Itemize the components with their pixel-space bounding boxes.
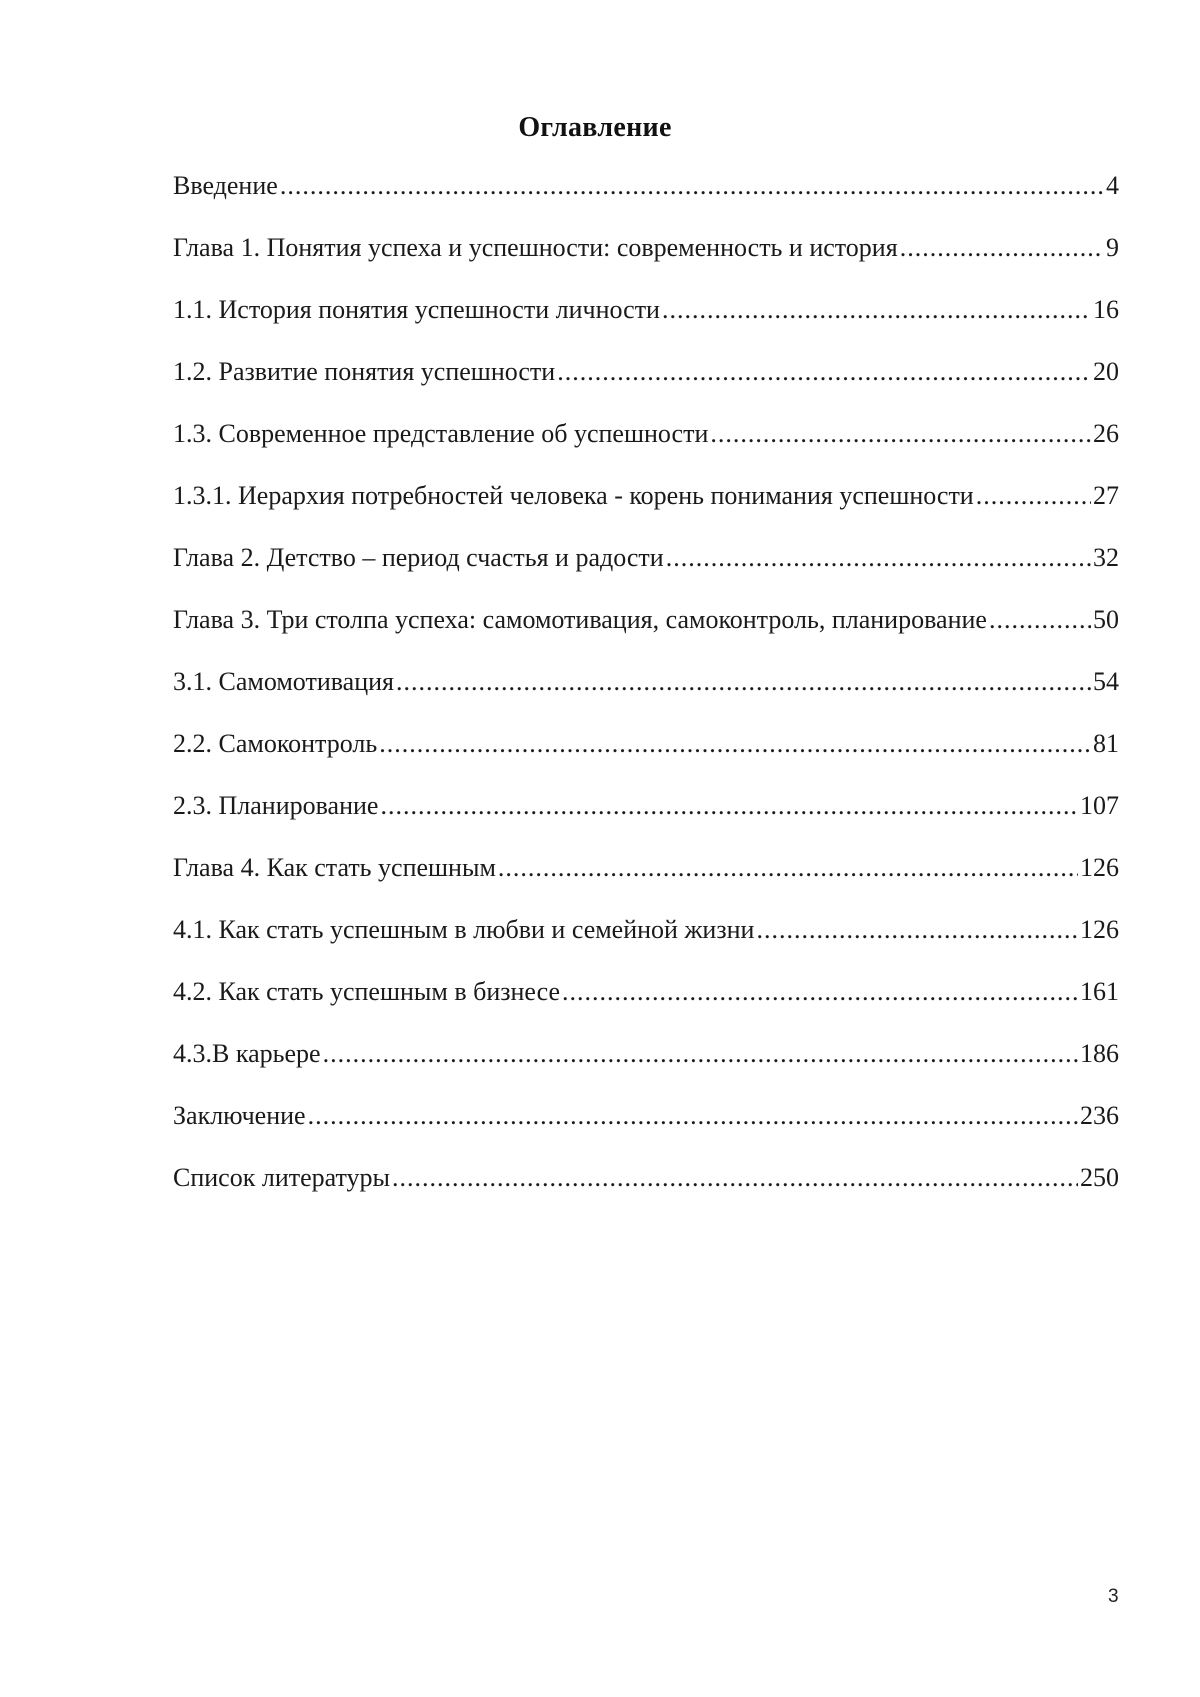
toc-entry-page: 186	[1080, 1039, 1119, 1069]
toc-leader-dots	[380, 791, 1078, 821]
toc-entry[interactable]	[173, 481, 1119, 543]
toc-entry-page: 50	[1093, 605, 1119, 635]
toc-entry-page: 4	[1106, 171, 1119, 201]
toc-leader-dots	[710, 419, 1091, 449]
toc-entry-label: 4.1. Как стать успешным в любви и семейной жизни	[173, 915, 754, 945]
toc-entry-label: Введение	[173, 171, 278, 201]
toc-entry-label: Глава 3. Три столпа успеха: самомотивация, самоконтроль, планирование	[173, 605, 987, 635]
toc-entry-page: 16	[1093, 295, 1119, 325]
toc-entry-page: 126	[1080, 915, 1119, 945]
toc-leader-dots	[379, 729, 1091, 759]
toc-entry-page: 250	[1080, 1163, 1119, 1193]
toc-leader-dots	[989, 605, 1091, 635]
page-number: 3	[1108, 1586, 1119, 1608]
table-of-contents	[173, 171, 1119, 1225]
toc-entry-label: 2.2. Самоконтроль	[173, 729, 377, 759]
toc-entry[interactable]	[173, 1163, 1119, 1225]
toc-entry-label: 1.3. Современное представление об успешности	[173, 419, 708, 449]
toc-entry-page: 81	[1093, 729, 1119, 759]
toc-entry-label: 1.3.1. Иерархия потребностей человека - корень понимания успешности	[173, 481, 974, 511]
toc-entry-page: 32	[1093, 543, 1119, 573]
toc-entry-page: 9	[1106, 233, 1119, 263]
toc-entry[interactable]	[173, 667, 1119, 729]
toc-entry-page: 54	[1093, 667, 1119, 697]
toc-entry-label: Глава 2. Детство – период счастья и радости	[173, 543, 664, 573]
toc-entry-label: Заключение	[173, 1101, 306, 1131]
toc-entry-page: 26	[1093, 419, 1119, 449]
toc-leader-dots	[666, 543, 1091, 573]
toc-entry-label: 4.3.В карьере	[173, 1039, 321, 1069]
toc-entry-page: 126	[1080, 853, 1119, 883]
toc-entry[interactable]	[173, 1039, 1119, 1101]
toc-leader-dots	[498, 853, 1078, 883]
toc-entry[interactable]	[173, 233, 1119, 295]
toc-entry[interactable]	[173, 419, 1119, 481]
toc-entry[interactable]	[173, 295, 1119, 357]
toc-leader-dots	[396, 667, 1091, 697]
toc-entry[interactable]	[173, 543, 1119, 605]
toc-entry[interactable]	[173, 171, 1119, 233]
toc-leader-dots	[392, 1163, 1078, 1193]
toc-entry-label: 1.2. Развитие понятия успешности	[173, 357, 555, 387]
toc-entry[interactable]	[173, 357, 1119, 419]
toc-entry-page: 107	[1080, 791, 1119, 821]
toc-entry-label: 4.2. Как стать успешным в бизнесе	[173, 977, 560, 1007]
toc-entry-page: 236	[1080, 1101, 1119, 1131]
toc-entry-page: 20	[1093, 357, 1119, 387]
toc-entry-label: Глава 4. Как стать успешным	[173, 853, 496, 883]
toc-entry-label: 2.3. Планирование	[173, 791, 378, 821]
toc-entry[interactable]	[173, 791, 1119, 853]
toc-leader-dots	[756, 915, 1078, 945]
toc-entry[interactable]	[173, 605, 1119, 667]
toc-leader-dots	[662, 295, 1091, 325]
toc-entry[interactable]	[173, 977, 1119, 1039]
toc-leader-dots	[976, 481, 1091, 511]
toc-entry[interactable]	[173, 729, 1119, 791]
toc-entry[interactable]	[173, 915, 1119, 977]
toc-entry-label: 1.1. История понятия успешности личности	[173, 295, 660, 325]
page-title: Оглавление	[0, 112, 1190, 144]
toc-entry-page: 161	[1080, 977, 1119, 1007]
toc-leader-dots	[562, 977, 1078, 1007]
toc-leader-dots	[280, 171, 1104, 201]
toc-entry-label: Список литературы	[173, 1163, 390, 1193]
toc-leader-dots	[323, 1039, 1078, 1069]
toc-entry-page: 27	[1093, 481, 1119, 511]
document-page	[0, 0, 1200, 1697]
toc-leader-dots	[900, 233, 1104, 263]
toc-entry-label: 3.1. Самомотивация	[173, 667, 394, 697]
toc-leader-dots	[557, 357, 1091, 387]
toc-entry-label: Глава 1. Понятия успеха и успешности: современность и история	[173, 233, 898, 263]
toc-entry[interactable]	[173, 1101, 1119, 1163]
toc-entry[interactable]	[173, 853, 1119, 915]
toc-leader-dots	[308, 1101, 1078, 1131]
